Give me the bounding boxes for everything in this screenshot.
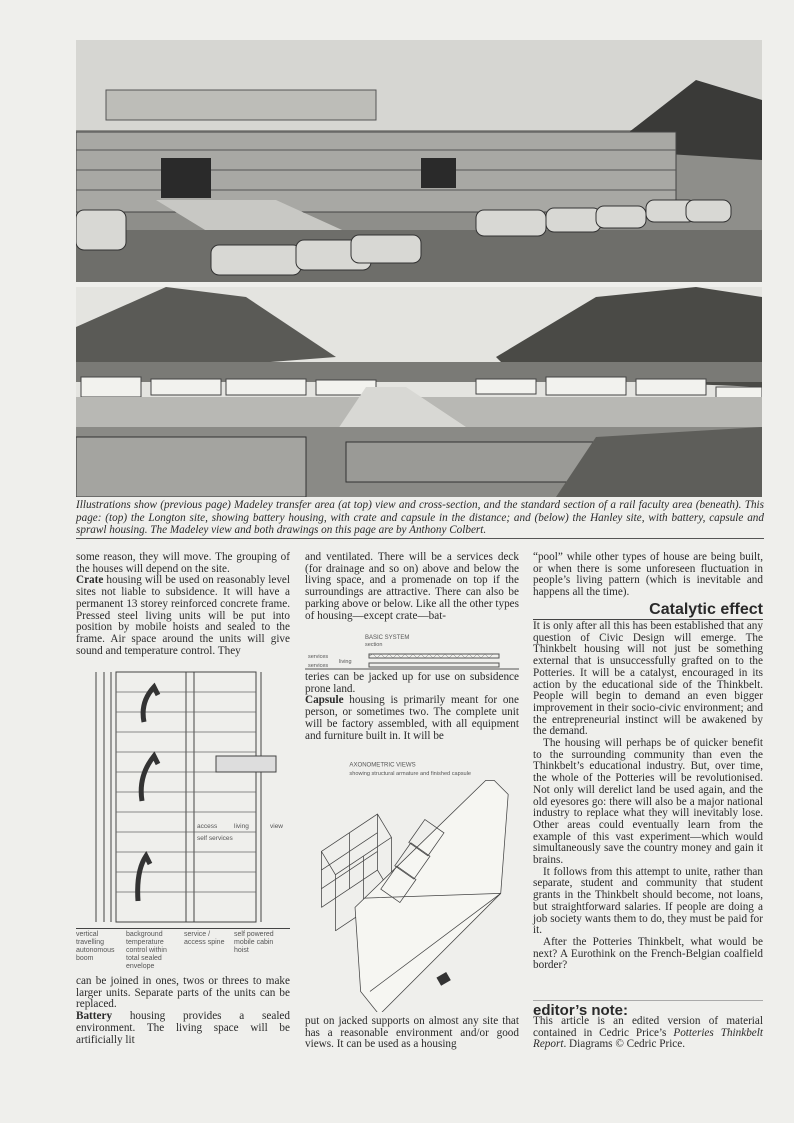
paragraph-capsule bbox=[305, 695, 519, 742]
column-2-middle bbox=[305, 672, 519, 742]
label-living: living bbox=[339, 659, 352, 665]
paragraph: some reason, they will move. The grouping of the houses will depend on the site. bbox=[76, 551, 290, 575]
paragraph: can be joined in ones, twos or threes to make larger units. Separate parts of the units can be replaced. bbox=[76, 975, 290, 1011]
paragraph: teries can be jacked up for use on subsidence prone land. bbox=[305, 671, 519, 695]
legend-hoist: self powered mobile cabin hoist bbox=[234, 931, 274, 954]
label-self-services: self services bbox=[197, 835, 233, 842]
paragraph: After the Potteries Thinkbelt, what would be next? A Eurothink on the French-Belgian coalfield border? bbox=[533, 935, 763, 972]
legend-spine: service / access spine bbox=[184, 931, 225, 946]
paragraph: put on jacked supports on almost any site that has a reasonable environment and/or good views. It can be used as a housing bbox=[305, 1015, 519, 1051]
basic-system-subtitle: section bbox=[365, 642, 383, 648]
column-1-top bbox=[76, 552, 290, 657]
paragraph: The housing will perhaps be of quicker benefit to the surrounding community than even the Thinkbelt’s educational industry. But, over time, the whole of the Potteries will be revolutionised. Not only will derelict land be used again, and the old eyesores go: there will also be a major national industry to replace what they will inevitably lose. Other areas could eventually learn from the example of this vast experiment—which would simultaneously save the country money and gain it brains. bbox=[533, 737, 763, 867]
section-heading-catalytic-effect: Catalytic effect bbox=[533, 600, 763, 620]
term-capsule: Capsule bbox=[305, 694, 344, 707]
editors-note bbox=[533, 1016, 763, 1051]
report-title: Potteries Thinkbelt Report bbox=[533, 1026, 763, 1051]
paragraph: and ventilated. There will be a services deck (for drainage and so on) above and below the living space, and a promenade on top if the surroundings are attractive. There can also be parking above or below. Like all the other types of housing—except crate—bat- bbox=[305, 551, 519, 622]
paragraph: It follows from this attempt to unite, rather than separate, student and community that student grants in the Thinkbelt should become, not loans, but straightforward salaries. If people are doing a job society wants them to do, they must be paid for it. bbox=[533, 865, 763, 937]
term-crate: Crate bbox=[76, 574, 104, 587]
crate-housing-diagram bbox=[76, 666, 290, 926]
paragraph: It is only after all this has been established that any question of Civic Design will emerge. The Thinkbelt housing will not just be something external that is unsuccessfully grafted on to the Potteries. It will be a catalyst, encouraged in its action by the educational side of the Thinkbelt. People will begin to demand an even bigger improvement in their socio-civic environment; and the entrepreneurial instinct will be awakened by the demand. bbox=[533, 620, 763, 738]
note-text: This article is an edited version of material contained in Cedric Price’s bbox=[533, 1015, 763, 1039]
term-battery: Battery bbox=[76, 1010, 113, 1023]
paragraph bbox=[533, 1016, 763, 1051]
note-text: . Diagrams © Cedric Price. bbox=[563, 1038, 686, 1051]
basic-system-diagram bbox=[305, 632, 519, 670]
figure-caption: Illustrations show (previous page) Madeley transfer area (at top) view and cross-section, and the standard section of a rail faculty area (beneath). This page: (top) the Longton site, showing battery housing, with crate and capsule in the distance; and (below) the Hanley site, with battery, capsule and sprawl housing. The Madeley view and both drawings on this page are by Anthony Colbert. bbox=[76, 499, 764, 539]
paragraph-crate bbox=[76, 575, 290, 657]
paragraph-text: housing provides a sealed environment. The living space will be artificially lit bbox=[76, 1010, 290, 1046]
longton-site-photo bbox=[76, 40, 762, 282]
column-3-top bbox=[533, 552, 763, 599]
paragraph-text: housing is primarily meant for one person, or sometimes two. The complete unit will be factory assembled, with all equipment and furniture built in. It will be bbox=[305, 694, 519, 742]
hanley-site-photo bbox=[76, 287, 762, 497]
axonometric-title: AXONOMETRIC VIEWS bbox=[349, 762, 416, 769]
basic-system-title: BASIC SYSTEM bbox=[365, 635, 410, 641]
column-2-top bbox=[305, 552, 519, 622]
legend-boom: vertical travelling autonomous boom bbox=[76, 931, 115, 962]
legend-temperature: background temperature control within total sealed envelope bbox=[126, 931, 167, 970]
label-access: access bbox=[197, 823, 218, 830]
editors-note-heading: editor’s note: bbox=[533, 1000, 763, 1019]
paragraph-battery bbox=[76, 1011, 290, 1046]
label-view: view bbox=[270, 823, 284, 830]
capsule-axonometric-diagram bbox=[305, 758, 519, 1012]
column-3-body bbox=[533, 621, 763, 972]
axonometric-subtitle: showing structural armature and finished capsule bbox=[349, 770, 472, 777]
label-services-top: services bbox=[308, 654, 329, 660]
column-1-bottom bbox=[76, 976, 290, 1046]
paragraph: “pool” while other types of house are being built, or when there is some unforeseen fluctuation in people’s living pattern (which is inevitable and happens all the time). bbox=[533, 551, 763, 599]
column-2-bottom bbox=[305, 1016, 519, 1051]
label-living: living bbox=[234, 823, 249, 830]
crate-diagram-legend bbox=[76, 928, 290, 971]
paragraph-text: housing will be used on reasonably level sites not liable to subsidence. It will have a permanent 13 storey reinforced concrete frame. Pressed steel living units will be put into position by mobile hoists and sealed to the frame. Air space around the units will give sound and temperature control. They bbox=[76, 574, 290, 657]
label-services-bottom: services bbox=[308, 663, 329, 669]
